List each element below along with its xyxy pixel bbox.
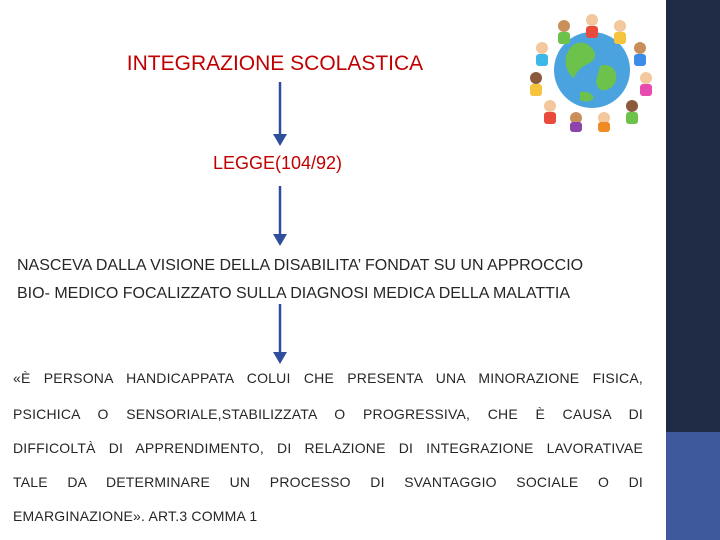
children-around-globe-icon <box>520 6 660 134</box>
arrow-down-icon <box>270 82 290 148</box>
side-band-accent <box>666 432 720 540</box>
law-reference: LEGGE(104/92) <box>212 153 343 173</box>
arrow-down-icon <box>270 304 290 366</box>
paragraph-line: BIO- MEDICO FOCALIZZATO SULLA DIAGNOSI MEDICA DELLA MALATTIA <box>17 285 571 302</box>
quote-line: EMARGINAZIONE». ART.3 COMMA 1 <box>13 508 258 524</box>
slide-title: INTEGRAZIONE SCOLASTICA <box>126 52 424 75</box>
arrow-down-icon <box>270 186 290 248</box>
quote-line: TALE DA DETERMINARE UN PROCESSO DI SVANTAGGIO SOCIALE O DI <box>13 474 643 490</box>
quote-line: DIFFICOLTÀ DI APPRENDIMENTO, DI RELAZIONE DI INTEGRAZIONE LAVORATIVAE <box>13 440 643 456</box>
definition-paragraph <box>17 252 657 308</box>
quote-line: PSICHICA O SENSORIALE,STABILIZZATA O PROGRESSIVA, CHE È CAUSA DI <box>13 406 643 422</box>
paragraph-line: NASCEVA DALLA VISIONE DELLA DISABILITA’ FONDAT SU UN APPROCCIO <box>17 257 584 274</box>
quote-line: «È PERSONA HANDICAPPATA COLUI CHE PRESENTA UNA MINORAZIONE FISICA, <box>13 370 643 386</box>
